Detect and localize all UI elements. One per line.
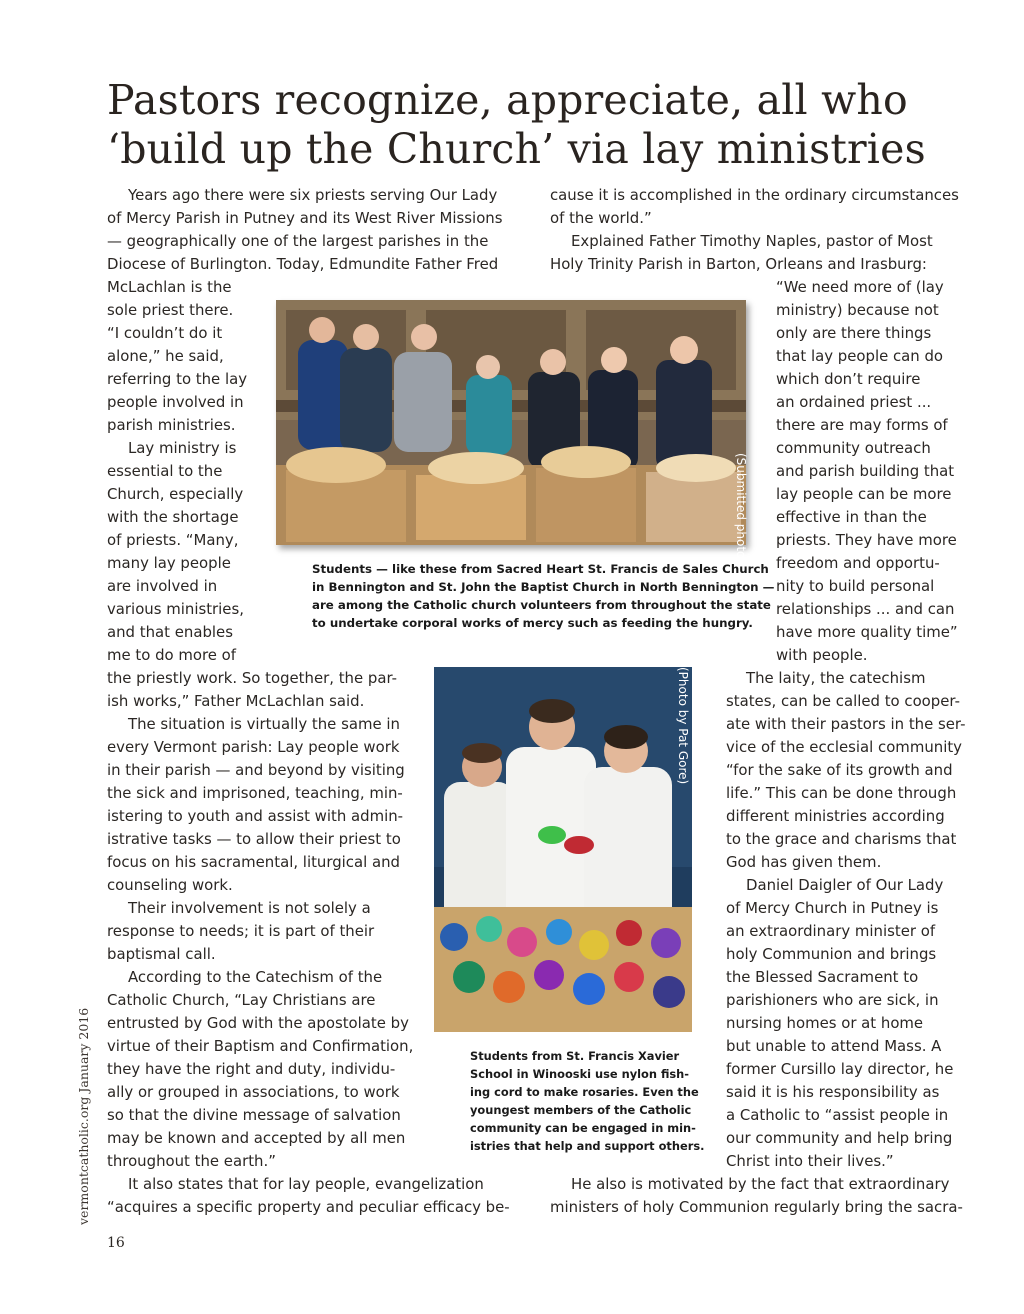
- left-line: so that the divine message of salvation: [107, 1106, 401, 1124]
- right-line: a Catholic to “assist people in: [726, 1106, 949, 1124]
- rosary-photo: [434, 667, 692, 1032]
- left-line: Church, especially: [107, 485, 244, 503]
- right-line: community outreach: [776, 439, 931, 457]
- right-line: Explained Father Timothy Naples, pastor of Most: [571, 232, 933, 250]
- left-line: sole priest there.: [107, 301, 234, 319]
- left-line: counseling work.: [107, 876, 233, 894]
- right-line: only are there things: [776, 324, 932, 342]
- right-line: to the grace and charisms that: [726, 830, 957, 848]
- right-line: but unable to attend Mass. A: [726, 1037, 942, 1055]
- left-line: According to the Catechism of the: [128, 968, 383, 986]
- caption-line: Students from St. Francis Xavier: [470, 1049, 680, 1063]
- caption-line: community can be engaged in min-: [470, 1121, 696, 1135]
- volunteers-photo-illustration: [276, 300, 746, 545]
- right-line: Christ into their lives.”: [726, 1152, 894, 1170]
- left-line: alone,” he said,: [107, 347, 224, 365]
- right-line: parishioners who are sick, in: [726, 991, 939, 1009]
- photo-credit: (Photo by Pat Gore): [676, 667, 690, 785]
- right-line: ate with their pastors in the ser-: [726, 715, 966, 733]
- right-line: with people.: [776, 646, 868, 664]
- caption-line: ing cord to make rosaries. Even the: [470, 1085, 699, 1099]
- article-title: [107, 76, 967, 174]
- right-line: that lay people can do: [776, 347, 944, 365]
- right-line: vice of the ecclesial community: [726, 738, 962, 756]
- right-line: an extraordinary minister of: [726, 922, 936, 940]
- right-line: nity to build personal: [776, 577, 935, 595]
- title-line-2: ‘build up the Church’ via lay ministries: [107, 125, 926, 173]
- left-line: The situation is virtually the same in: [128, 715, 400, 733]
- right-line: Holy Trinity Parish in Barton, Orleans and Irasburg:: [550, 255, 927, 273]
- photo-credit: (Submitted photo): [734, 453, 748, 564]
- page-number: 16: [107, 1235, 125, 1251]
- right-line: freedom and opportu-: [776, 554, 940, 572]
- right-line: cause it is accomplished in the ordinary circumstances: [550, 186, 959, 204]
- caption-line: Students — like these from Sacred Heart St. Francis de Sales Church: [312, 562, 769, 576]
- left-line: of Mercy Parish in Putney and its West River Missions: [107, 209, 503, 227]
- left-line: “acquires a specific property and peculiar efficacy be-: [107, 1198, 510, 1216]
- right-line: our community and help bring: [726, 1129, 953, 1147]
- left-line: focus on his sacramental, liturgical and: [107, 853, 400, 871]
- caption-line: School in Winooski use nylon fish-: [470, 1067, 689, 1081]
- right-line: of the world.”: [550, 209, 652, 227]
- left-line: throughout the earth.”: [107, 1152, 276, 1170]
- left-line: It also states that for lay people, evangelization: [128, 1175, 484, 1193]
- right-line: states, can be called to cooper-: [726, 692, 960, 710]
- left-line: istering to youth and assist with admin-: [107, 807, 404, 825]
- left-line: referring to the lay: [107, 370, 248, 388]
- right-line: The laity, the catechism: [746, 669, 926, 687]
- left-line: ish works,” Father McLachlan said.: [107, 692, 365, 710]
- caption-line: to undertake corporal works of mercy such as feeding the hungry.: [312, 616, 753, 630]
- caption-line: in Bennington and St. John the Baptist Church in North Bennington —: [312, 580, 775, 594]
- right-line: life.” This can be done through: [726, 784, 957, 802]
- left-line: istrative tasks — to allow their priest to: [107, 830, 401, 848]
- left-line: Years ago there were six priests serving Our Lady: [128, 186, 498, 204]
- left-line: “I couldn’t do it: [107, 324, 223, 342]
- right-line: there are may forms of: [776, 416, 948, 434]
- right-line: former Cursillo lay director, he: [726, 1060, 954, 1078]
- left-line: Catholic Church, “Lay Christians are: [107, 991, 376, 1009]
- right-line: and parish building that: [776, 462, 955, 480]
- right-line: He also is motivated by the fact that extraordinary: [571, 1175, 950, 1193]
- right-line: different ministries according: [726, 807, 945, 825]
- left-line: McLachlan is the: [107, 278, 232, 296]
- right-line: nursing homes or at home: [726, 1014, 924, 1032]
- rosary-photo-illustration: [434, 667, 692, 1032]
- sidebar-url-date: vermontcatholic.org January 2016: [76, 1007, 91, 1225]
- left-line: are involved in: [107, 577, 218, 595]
- right-line: priests. They have more: [776, 531, 957, 549]
- right-line: which don’t require: [776, 370, 921, 388]
- left-line: various ministries,: [107, 600, 244, 618]
- left-line: Their involvement is not solely a: [128, 899, 371, 917]
- left-line: and that enables: [107, 623, 233, 641]
- right-line: have more quality time”: [776, 623, 958, 641]
- left-line: essential to the: [107, 462, 223, 480]
- photo-caption: [470, 1047, 705, 1155]
- caption-line: youngest members of the Catholic: [470, 1103, 692, 1117]
- left-line: — geographically one of the largest parishes in the: [107, 232, 489, 250]
- right-line: God has given them.: [726, 853, 882, 871]
- right-line: Daniel Daigler of Our Lady: [746, 876, 944, 894]
- caption-line: istries that help and support others.: [470, 1139, 705, 1153]
- left-line: entrusted by God with the apostolate by: [107, 1014, 409, 1032]
- title-line-1: Pastors recognize, appreciate, all who: [107, 76, 908, 124]
- right-line: ministers of holy Communion regularly bring the sacra-: [550, 1198, 963, 1216]
- left-line: of priests. “Many,: [107, 531, 239, 549]
- right-line: effective in than the: [776, 508, 927, 526]
- left-line: may be known and accepted by all men: [107, 1129, 406, 1147]
- right-line: an ordained priest ...: [776, 393, 932, 411]
- left-line: response to needs; it is part of their: [107, 922, 375, 940]
- right-line: ministry) because not: [776, 301, 939, 319]
- left-line: the sick and imprisoned, teaching, min-: [107, 784, 403, 802]
- right-line: of Mercy Church in Putney is: [726, 899, 939, 917]
- left-line: the priestly work. So together, the par-: [107, 669, 397, 687]
- right-line: lay people can be more: [776, 485, 952, 503]
- left-line: they have the right and duty, individu-: [107, 1060, 396, 1078]
- left-line: with the shortage: [107, 508, 239, 526]
- left-line: baptismal call.: [107, 945, 216, 963]
- right-line: said it is his responsibility as: [726, 1083, 940, 1101]
- right-line: the Blessed Sacrament to: [726, 968, 919, 986]
- right-line: relationships ... and can: [776, 600, 955, 618]
- photo-caption: [312, 560, 775, 632]
- volunteers-photo: [276, 300, 746, 545]
- caption-line: are among the Catholic church volunteers from throughout the state: [312, 598, 771, 612]
- left-line: parish ministries.: [107, 416, 236, 434]
- right-line: “We need more of (lay: [776, 278, 944, 296]
- left-line: virtue of their Baptism and Confirmation,: [107, 1037, 414, 1055]
- left-line: me to do more of: [107, 646, 237, 664]
- left-line: Lay ministry is: [128, 439, 237, 457]
- left-line: every Vermont parish: Lay people work: [107, 738, 400, 756]
- right-line: “for the sake of its growth and: [726, 761, 953, 779]
- left-line: people involved in: [107, 393, 244, 411]
- right-line: holy Communion and brings: [726, 945, 937, 963]
- left-line: many lay people: [107, 554, 231, 572]
- left-line: Diocese of Burlington. Today, Edmundite Father Fred: [107, 255, 499, 273]
- left-line: ally or grouped in associations, to work: [107, 1083, 400, 1101]
- left-line: in their parish — and beyond by visiting: [107, 761, 405, 779]
